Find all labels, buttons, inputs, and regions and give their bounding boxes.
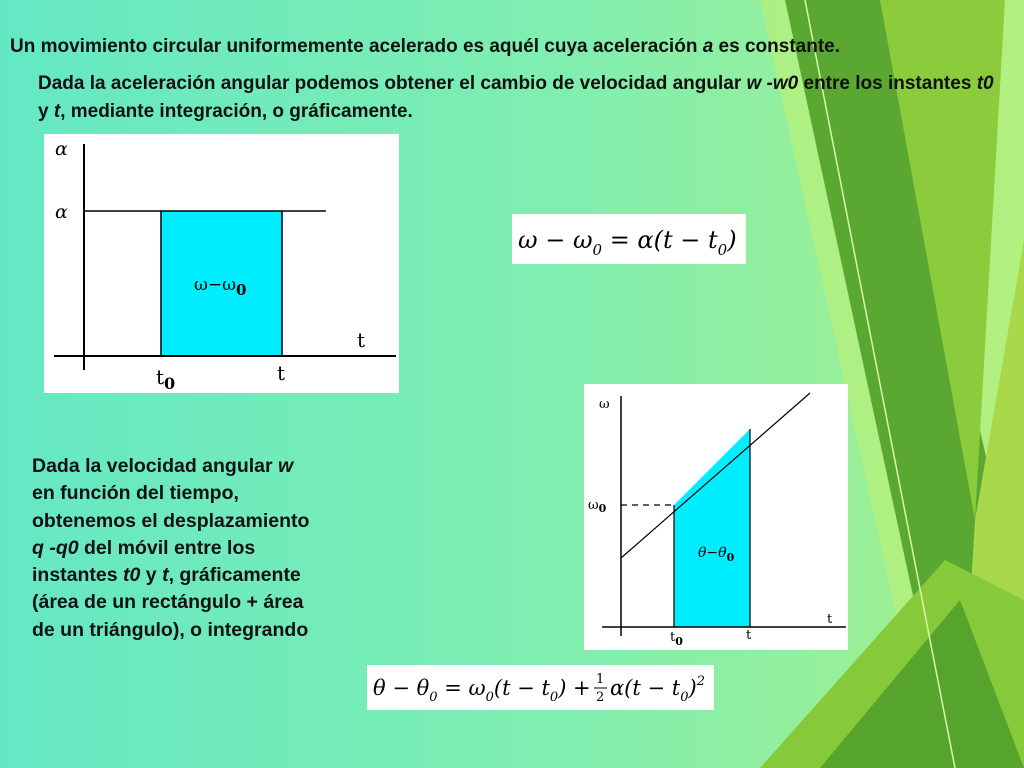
paragraph-angular-acceleration: Dada la aceleración angular podemos obtener el cambio de velocidad angular w -w0 entre los instantes t0 y t, mediante integración, o gráficamente. <box>38 73 994 122</box>
omega-time-graph <box>584 384 848 650</box>
omega0-label: $\omega_0$ <box>588 498 607 515</box>
formula-1-text: $\omega - \omega_0 = \alpha(t - t_0)$ <box>518 226 737 259</box>
alpha-time-graph <box>44 134 399 393</box>
fraction-denominator: 2 <box>596 690 605 705</box>
slide-title: Un movimiento circular uniformemente acelerado es aquél cuya aceleración a es constante. <box>10 36 840 57</box>
t0-tick-label: $t_0$ <box>156 365 176 393</box>
area-label: ω−ω0 <box>194 275 247 299</box>
x-axis-label: t <box>357 328 366 352</box>
y-axis-label: α <box>55 138 68 160</box>
paragraph-angular-velocity: Dada la velocidad angular w en función del tiempo, obtenemos el desplazamiento q -q0 del móvil entre los instantes t0 y t, gráficamente (área de un rectángulo + área de un triángulo), o integrando <box>32 455 310 641</box>
formula-2-text: $\theta - \theta_0 = \omega_0(t - t_0)$ + <box>373 676 591 705</box>
t-tick-label: t <box>746 628 752 643</box>
formula-angular-displacement <box>367 665 714 710</box>
alpha-level-label: α <box>55 201 68 223</box>
t0-tick-label: $t_0$ <box>670 630 683 648</box>
fraction-numerator: 1 <box>596 672 605 687</box>
y-axis-label: ω <box>599 397 610 412</box>
t-tick-label: t <box>277 361 286 385</box>
area-angular-displacement <box>674 429 750 627</box>
formula-angular-velocity <box>512 214 746 264</box>
area-label: $\theta-\theta_0$ <box>698 545 735 564</box>
x-axis-label: t <box>827 612 833 627</box>
formula-2-tail: $\alpha(t - t_0)^2$ <box>610 674 705 705</box>
